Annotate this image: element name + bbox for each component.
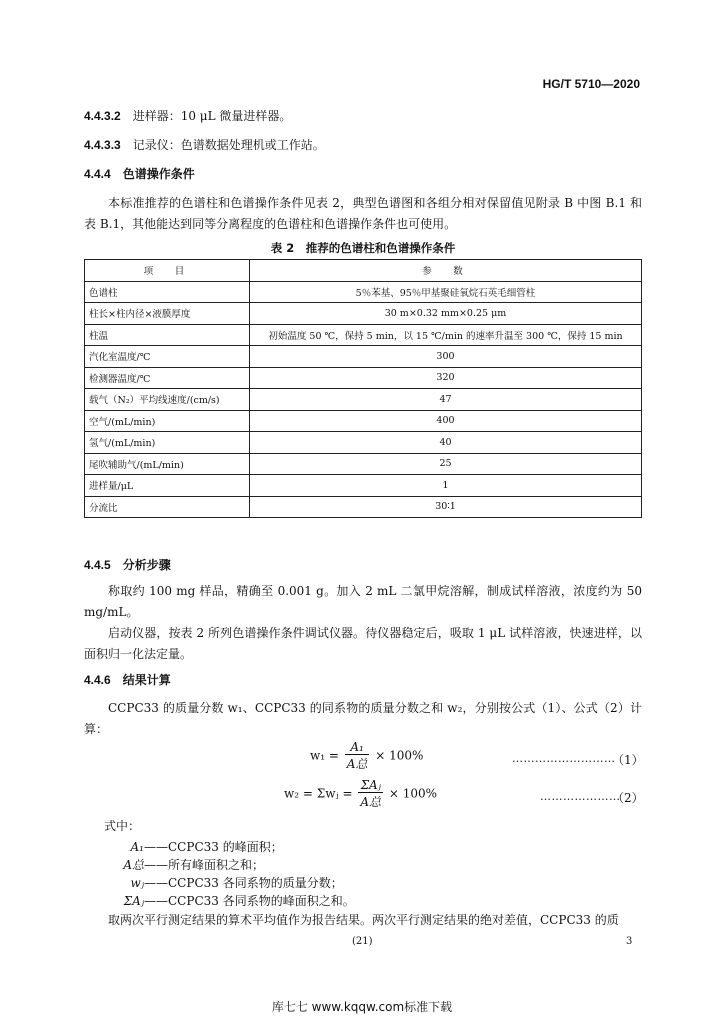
formula-2	[284, 778, 437, 810]
site-watermark: 库七七 www.kqqw.com标准下载	[271, 1000, 453, 1014]
where-label: 式中：	[104, 819, 141, 833]
paragraph-weighing: 称取约 100 mg 样品，精确至 0.001 g。加入 2 mL 二氯甲烷溶解，制成试样溶液，浓度约为 50 mg/mL。	[84, 584, 642, 619]
standard-number: HG/T 5710—2020	[542, 77, 640, 91]
symbol: A₁	[130, 840, 144, 854]
row-item: 氢气/(mL/min)	[85, 432, 250, 454]
formula-2-number: （2）	[612, 791, 644, 805]
formula-1-leader: ………………………	[512, 752, 616, 765]
formula-2-leader: …………………	[540, 790, 621, 803]
formula-1	[310, 740, 423, 772]
definition-text: ——CCPC33 的峰面积；	[144, 840, 283, 854]
row-value: 320	[250, 367, 642, 389]
section-number: 4.4.4	[84, 167, 111, 181]
table-row	[85, 367, 642, 389]
denominator: A总	[360, 795, 382, 809]
section-4-4-5-heading	[84, 556, 171, 573]
row-item: 尾吹辅助气/(mL/min)	[85, 453, 250, 475]
section-number: 4.4.3.2	[84, 109, 121, 123]
paragraph-report: 取两次平行测定结果的算术平均值作为报告结果。两次平行测定结果的绝对差值，CCPC33 的质	[108, 913, 619, 927]
row-value: 初始温度 50 ℃，保持 5 min，以 15 ℃/min 的速率升温至 300 ℃，保持 15 min	[250, 324, 642, 346]
fraction	[345, 740, 370, 772]
formula-1-number: （1）	[612, 753, 644, 767]
row-value: 25	[250, 453, 642, 475]
numerator: ΣAⱼ	[358, 778, 383, 793]
table-caption: 表 2 推荐的色谱柱和色谱操作条件	[270, 241, 456, 255]
definition-text: ——CCPC33 各同系物的峰面积之和。	[144, 894, 355, 908]
definition-text: ——CCPC33 各同系物的质量分数；	[144, 876, 343, 890]
row-item: 分流比	[85, 496, 250, 518]
section-title: 色谱操作条件	[122, 167, 195, 181]
formula-rhs: × 100%	[375, 748, 424, 763]
row-item: 空气/(mL/min)	[85, 410, 250, 432]
conditions-table	[84, 259, 642, 518]
symbol: A总	[123, 858, 144, 872]
table-row	[85, 324, 642, 346]
section-4-4-6-heading	[84, 671, 171, 688]
definition-a-total	[100, 856, 264, 873]
section-number: 4.4.3.3	[84, 138, 121, 152]
formula-lhs: w₁ =	[310, 748, 339, 763]
symbol: ΣAⱼ	[123, 894, 144, 908]
paragraph-calculation: CCPC33 的质量分数 w₁、CCPC33 的同系物的质量分数之和 w₂，分别按公式（1）、公式（2）计算：	[84, 701, 642, 736]
table-row	[85, 496, 642, 518]
section-4-4-4-heading	[84, 165, 195, 182]
section-4-4-3-3	[84, 136, 325, 153]
definition-sum-aj	[100, 892, 355, 909]
table-row	[85, 475, 642, 497]
fraction	[358, 778, 383, 810]
table-row	[85, 303, 642, 325]
definition-a1	[100, 838, 283, 855]
row-value: 40	[250, 432, 642, 454]
row-item: 载气（N₂）平均线速度/(cm/s)	[85, 389, 250, 411]
formula-lhs: w₂ = Σwⱼ =	[284, 786, 353, 801]
row-item: 柱长×柱内径×液膜厚度	[85, 303, 250, 325]
definition-text: ——所有峰面积之和；	[144, 858, 265, 872]
section-4-4-3-2	[84, 107, 291, 124]
table-header-row	[85, 260, 642, 282]
row-value: 400	[250, 410, 642, 432]
row-item: 进样量/μL	[85, 475, 250, 497]
section-text: 进样器：10 μL 微量进样器。	[132, 109, 292, 123]
paragraph-instrument: 启动仪器，按表 2 所列色谱操作条件调试仪器。待仪器稳定后，吸取 1 μL 试样溶液，快速进样，以面积归一化法定量。	[84, 626, 642, 661]
row-item: 汽化室温度/℃	[85, 346, 250, 368]
table-row	[85, 346, 642, 368]
section-text: 记录仪：色谱数据处理机或工作站。	[132, 138, 325, 152]
table-row	[85, 432, 642, 454]
page-number: 3	[626, 936, 633, 947]
header-item: 项 目	[85, 260, 250, 282]
row-item: 色谱柱	[85, 281, 250, 303]
row-value: 1	[250, 475, 642, 497]
table-row	[85, 453, 642, 475]
symbol: wⱼ	[130, 876, 144, 890]
section-title: 分析步骤	[122, 558, 171, 572]
page-label: (21)	[352, 936, 373, 947]
table-row	[85, 281, 642, 303]
table-row	[85, 410, 642, 432]
header-params: 参 数	[250, 260, 642, 282]
section-number: 4.4.6	[84, 673, 111, 687]
row-value: 300	[250, 346, 642, 368]
row-item: 柱温	[85, 324, 250, 346]
row-value: 30 m×0.32 mm×0.25 μm	[250, 303, 642, 325]
definition-wj	[100, 874, 343, 891]
section-number: 4.4.5	[84, 558, 111, 572]
row-value: 5％苯基、95％甲基聚硅氧烷石英毛细管柱	[250, 281, 642, 303]
row-value: 30∶1	[250, 496, 642, 518]
paragraph-conditions: 本标准推荐的色谱柱和色谱操作条件见表 2，典型色谱图和各组分相对保留值见附录 B 中图 B.1 和表 B.1，其他能达到同等分离程度的色谱柱和色谱操作条件也可使用。	[84, 196, 642, 231]
table-row	[85, 389, 642, 411]
numerator: A₁	[345, 740, 370, 755]
row-item: 检测器温度/℃	[85, 367, 250, 389]
formula-rhs: × 100%	[388, 786, 438, 801]
row-value: 47	[250, 389, 642, 411]
denominator: A总	[346, 757, 368, 771]
section-title: 结果计算	[122, 673, 171, 687]
